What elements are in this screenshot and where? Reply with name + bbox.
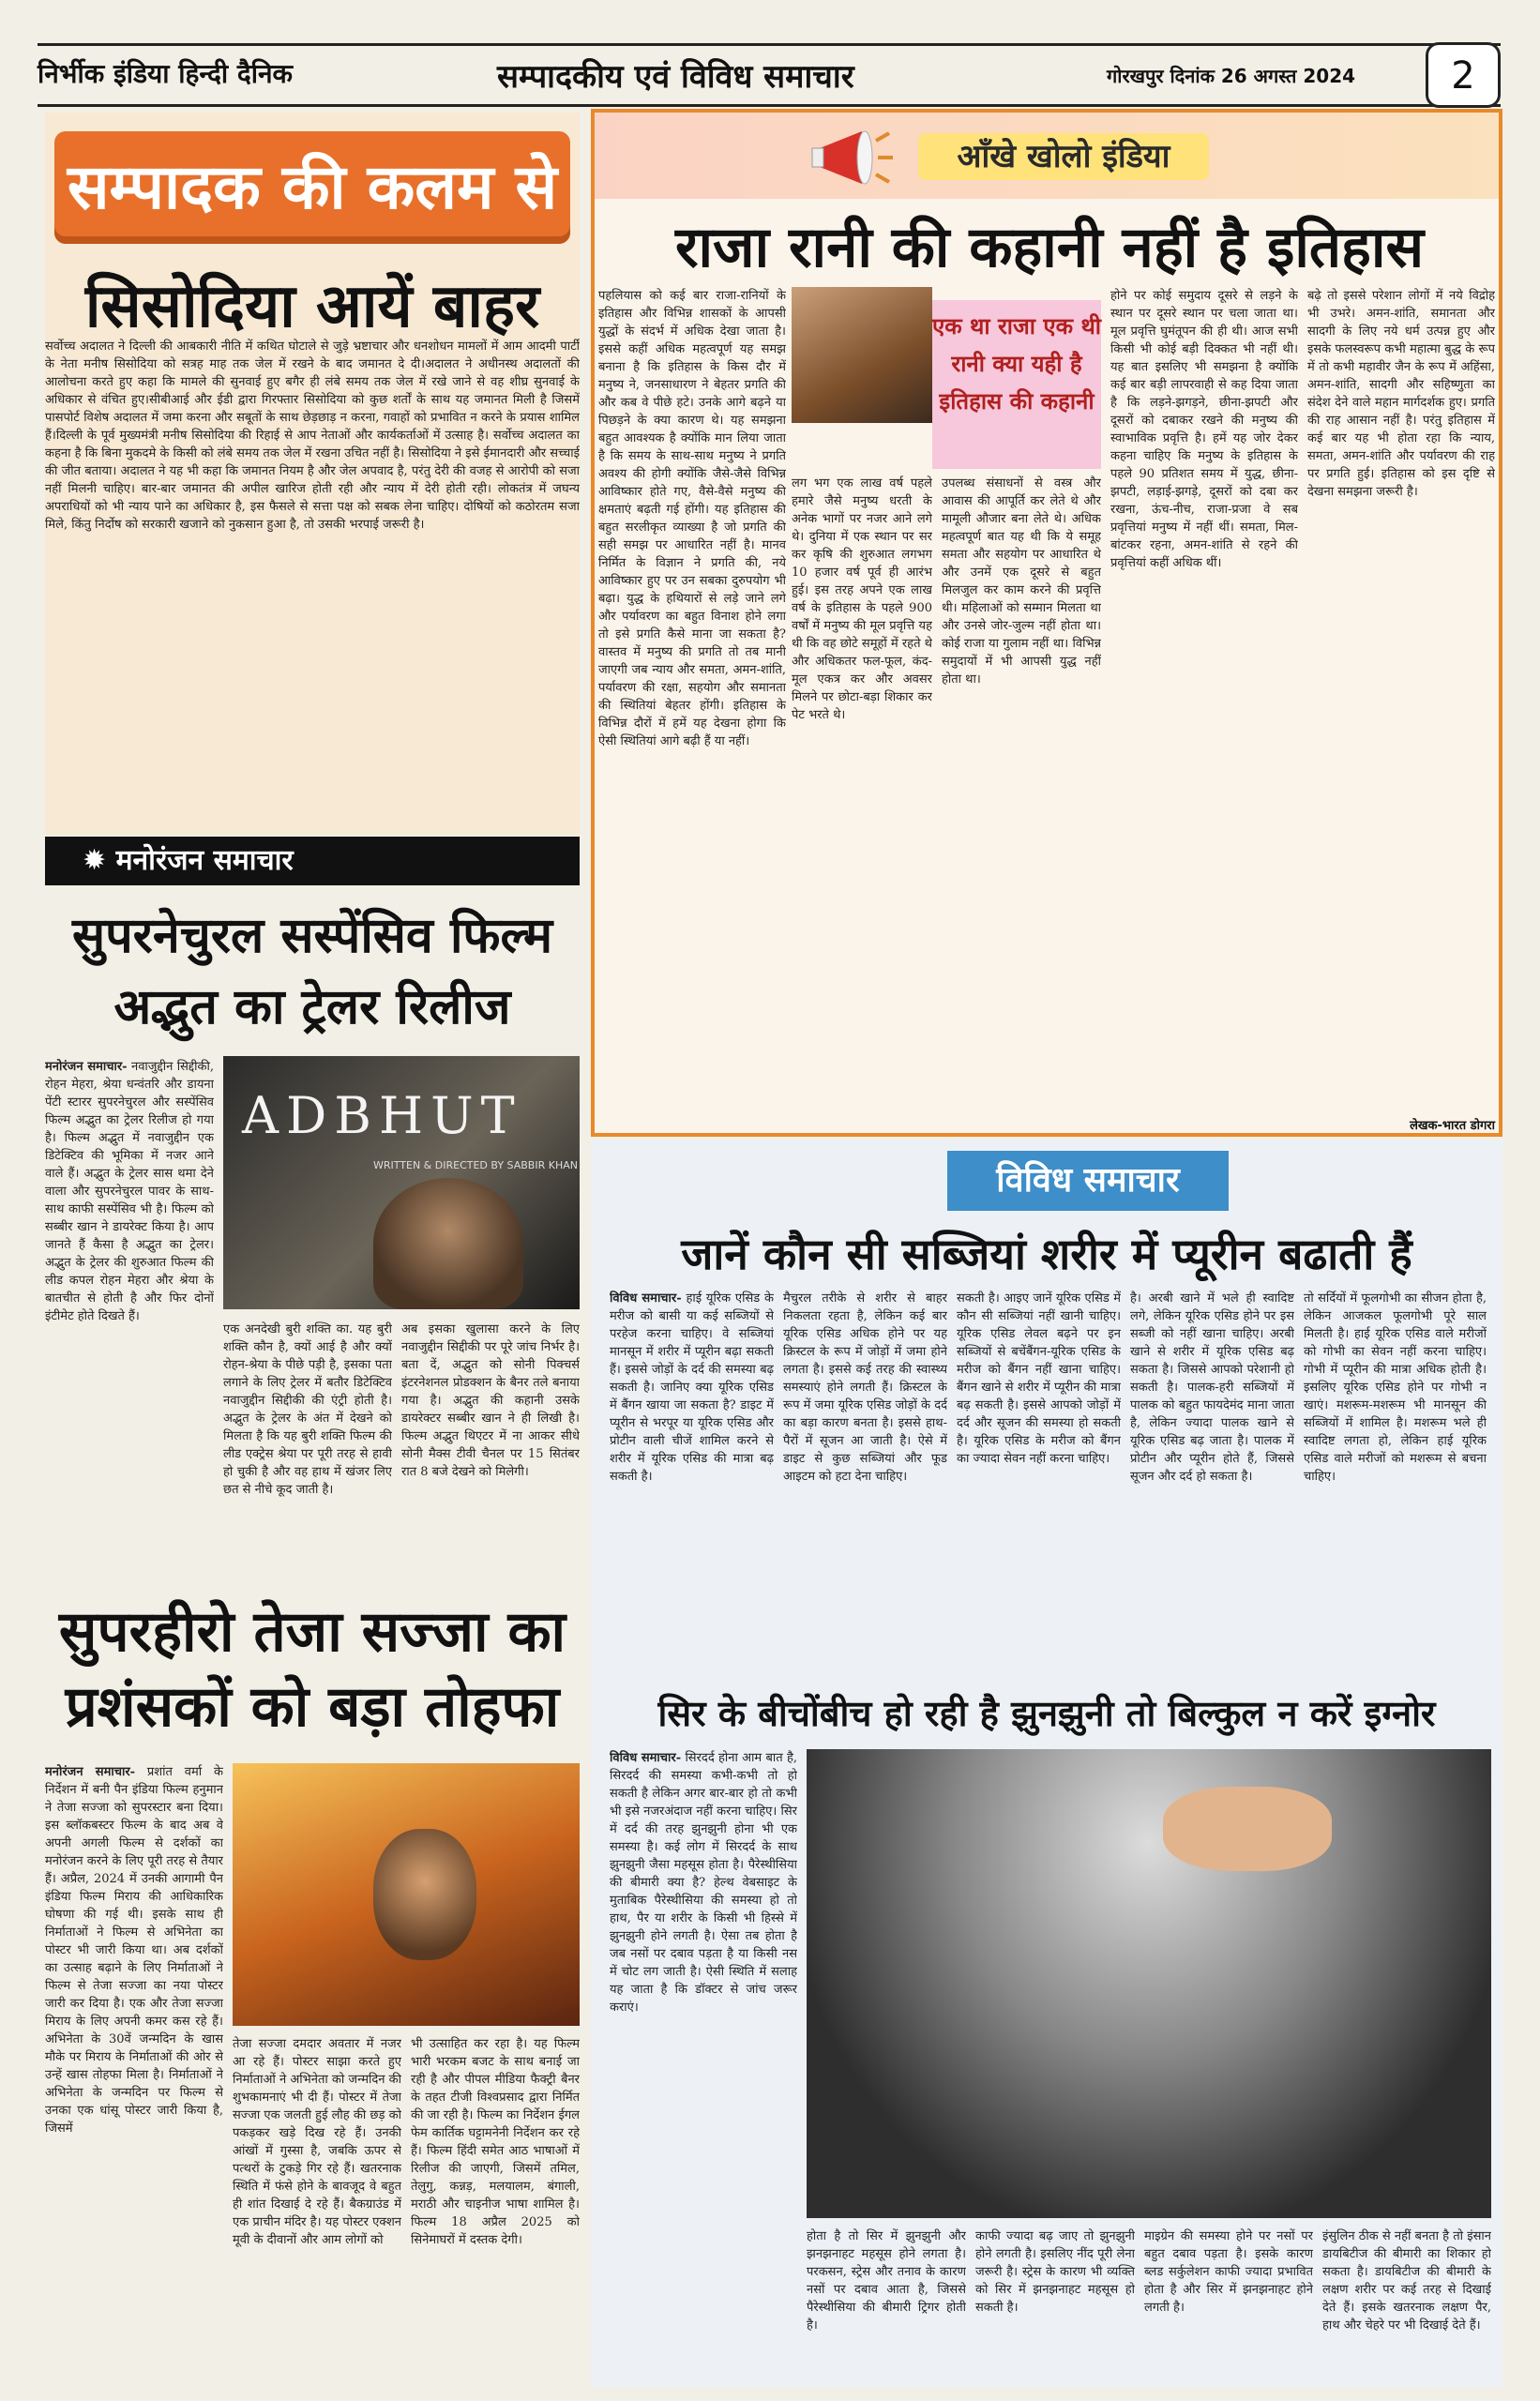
veg-column-1 [610,1290,774,1684]
hand-in-hair [1163,1787,1332,1871]
misc-news-banner: विविध समाचार [947,1151,1229,1211]
king-queen-painting-image [792,287,932,423]
actor-portrait [373,1178,523,1309]
misc-news-section [591,1140,1502,2387]
film2-column-1 [45,1763,223,2382]
opinion-label: आँखे खोलो इंडिया [918,133,1209,180]
tingle-column-4: माइग्रेन की समस्या होने पर नसों पर बहुत दबाव पड़ता है। इसके कारण ब्लड सर्कुलेशन काफी ज्यादा प्रभावित होता है और सिर में झनझनाहट होने लगती है। [1144,2229,1313,2315]
editorial-section [45,113,580,835]
veg-headline: जानें कौन सी सब्जियां शरीर में प्यूरीन बढाती हैं [681,1229,1412,1279]
adbhut-poster-image [223,1056,580,1309]
page-number: 2 [1426,42,1501,108]
dateline: गोरखपुर दिनांक 26 अगस्त 2024 [1107,65,1356,87]
opinion-header-bar [595,113,1499,199]
film1-column-3: अब इसका खुलासा करने के लिए नवाजुद्दीन सिद्दीकी पर पूरे जांच निर्भर है। बता दें, अद्भुत को सोनी पिक्चर्स इंटरनेशनल प्रोडक्शन के बैनर तले बनाया गया है। अद्भुत की कहानी उसके डायरेक्टर सब्बीर खान ने ही लिखी है। फिल्म अद्भुत थिएटर में ना आकर सीधे सोनी मैक्स टीवी चैनल पर 15 सितंबर रात 8 बजे देखने को मिलेगी। [401,1322,580,1479]
film1-headline: सुपरनेचुरल सस्पेंसिव फिल्म अद्भुत का ट्रेलर रिलीज [71,908,553,1035]
opinion-article [591,109,1502,1137]
entertainment-label: मनोरंजन समाचार [115,844,294,877]
opinion-author: लेखक-भारत डोगरा [1410,1119,1495,1133]
film1-column-1 [45,1058,214,1433]
poster-title: ADBHUT [242,1086,522,1145]
opinion-pullquote: एक था राजा एक थी रानी क्या यही है इतिहास की कहानी [932,300,1101,469]
tingle-column-5: इंसुलिन ठीक से नहीं बनता है तो इंसान डायबिटीज की बीमारी का शिकार हो सकता है। डायबिटीज की बीमारी के लक्षण शरीर पर कई तरह से दिखाई देते हैं। इसके खतरनाक लक्षण पैर, हाथ और चेहरे पर भी दिखाई देते हैं। [1322,2229,1491,2333]
tingle-column-3: काफी ज्यादा बढ़ जाए तो झुनझुनी होने लगती है। इसलिए नींद पूरी लेना जरूरी है। स्ट्रेस के कारण भी व्यक्ति को सिर में झनझनाहट महसूस हो सकती है। [975,2229,1135,2315]
opinion-column-1: पहलियास को कई बार राजा-रानियों के इतिहास और विभिन्न शासकों के आपसी युद्धों के संदर्भ में अधिक देखा जाता है। इससे कहीं अधिक महत्वपूर्ण यह समझ बनाना है कि इतिहास के किस दौर में मनुष्य ने, जनसाधारण ने बेहतर प्रगति की और कब वे पीछे हटे। उनके आगे बढ़ने या पिछड़ने के क्या कारण थे। यह समझना बहुत आवश्यक है क्योंकि मान लिया जाता है कि समय के साथ-साथ मनुष्य ने प्रगति अवश्य की होगी क्योंकि जैसे-जैसे विभिन्न आविष्कार होते गए, वैसे-वैसे मनुष्य की क्षमताएं बढ़ती गई होंगी। यह इतिहास की बहुत सरलीकृत व्याख्या है जो प्रगति की सही समझ पर आधारित नहीं है। मानव निर्मित के विज्ञान ने प्रगति की, नये आविष्कार हुए पर उन सबका दुरुपयोग भी बढ़ा। युद्ध के हथियारों से लड़े जाने लगे और पर्यावरण का बहुत विनाश होने लगा तो इसे प्रगति कैसे माना जा सकता है? वास्तव में मनुष्य की प्रगति तो तब मानी जाएगी जब न्याय और समता, अमन-शांति, पर्यावरण की रक्षा, सहयोग और समानता की स्थितियां बेहतर होंगी। इतिहास के विभिन्न दौरों में हमें यह देखना होगा कि ऐसी स्थितियां आगे बढ़ी हैं या नहीं। [598,289,786,748]
teja-sajja-poster-image [233,1763,580,2026]
paper-name: निर्भीक इंडिया हिन्दी दैनिक [38,58,294,89]
film2-col1-text: प्रशांत वर्मा के निर्देशन में बनी पैन इंडिया फिल्म हनुमान ने तेजा सज्जा को सुपरस्टार बना दिया। इस ब्लॉकबस्टर फिल्म के बाद अब वे अपनी अगली फिल्म से दर्शकों का मनोरंजन करने के लिए पूरी तरह से तैयार हैं। अप्रैल, 2024 में उनकी आगामी पैन इंडिया फिल्म मिराय की आधिकारिक घोषणा की गई थी। इसके साथ ही निर्माताओं ने फिल्म से अभिनेता का पोस्टर भी जारी किया था। अब दर्शकों का उत्साह बढ़ाने के लिए निर्माताओं ने फिल्म से तेजा सज्जा का नया पोस्टर जारी कर दिया है। एक और तेजा सज्जा मिराय के लिए अपनी कमर कस रहे हैं। अभिनेता के 30वें जन्मदिन के खास मौके पर मिराय के निर्माताओं की ओर से उन्हें खास तोहफा मिला है। निर्माताओं ने अभिनेता के जन्मदिन पर फिल्म से उनका एक धांसू पोस्टर जारी किया है, जिसमें [45,1765,223,2136]
opinion-column-4: होने पर कोई समुदाय दूसरे से लड़ने के स्थान पर दूसरे स्थान पर चला जाता था। मूल प्रवृत्ति घुमंतूपन की ही थी। आज सभी किसी भी कोई बड़ी दिक्कत भी नहीं थी। यह बात इसलिए भी समझना है क्योंकि कई बार बड़ी लापरवाही से कह दिया जाता है कि लड़ने-झगड़ने, छीना-झपटी और दूसरों को दबाकर रखने की मनुष्य की स्वाभाविक प्रवृत्ति है। हमें यह जोर देकर कहना चाहिए कि मनुष्य के इतिहास के पहले 90 प्रतिशत समय में युद्ध, छीना-झपटी, लड़ाई-झगड़े, दूसरों को दबा कर रखना, ऊंच-नीच, राजा-प्रजा वे सब प्रवृत्तियां मनुष्य में नहीं थीं। समता, मिल-बांटकर रहना, अमन-शांति से रहने की प्रवृत्तियां कहीं अधिक थीं। [1110,289,1298,570]
editorial-headline: सिसोदिया आयें बाहर [84,272,540,341]
film2-column-3: भी उत्साहित कर रहा है। यह फिल्म भारी भरकम बजट के साथ बनाई जा रही है और पीपल मीडिया फैक्ट्री बैनर के तहत टीजी विश्वप्रसाद द्वारा निर्मित की जा रही है। फिल्म का निर्देशन ईगल फेम कार्तिक घट्टामनेनी निर्देशन कर रहे हैं। फिल्म हिंदी समेत आठ भाषाओं में रिलीज की जाएगी, जिसमें तमिल, तेलुगु, कन्नड़, मलयालम, बंगाली, मराठी और चाइनीज भाषा शामिल है। फिल्म 18 अप्रैल 2025 को सिनेमाघरों में दस्तक देगी। [411,2037,580,2247]
hair-scalp-photo [807,1749,1491,2218]
opinion-column-5: बढ़े तो इससे परेशान लोगों में नये विद्रोह भी उभरे। अमन-शांति, समानता और सादगी के लिए नये धर्म उत्पन्न हुए और इसके फलस्वरूप कभी महात्मा बुद्ध के रूप में तो कभी महावीर जैन के रूप में अहिंसा, अमन-शांति, सादगी और सहिष्णुता का संदेश देने वाले महान मार्गदर्शक हुए। प्रगति की राह आसान नहीं है। परंतु इतिहास में कई बार यह भी होता रहा कि न्याय, समता, अमन-शांति और पर्यावरण की राह पर प्रगति हुई। इतिहास को इस दृष्टि से देखना समझना जरूरी है। [1307,289,1495,499]
masthead [38,43,1501,107]
veg-column-5: तो सर्दियों में फूलगोभी का सीजन होता है, लेकिन आजकल फूलगोभी पूरे साल मिलती है। हाई यूरिक एसिड वाले मरीजों को गोभी का सेवन नहीं करना चाहिए। गोभी में प्यूरीन की मात्रा अधिक होती है। इसलिए यूरिक एसिड होने पर गोभी न खाएं। मशरूम-मशरूम भी मानसून की सब्जियों में शामिल है। मशरूम भले ही स्वादिष्ट लगता हो, लेकिन हाई यूरिक एसिड वाले मरीजों को मशरूम से बचना चाहिए। [1304,1291,1487,1484]
poster-credit: WRITTEN & DIRECTED BY SABBIR KHAN [373,1159,578,1171]
film1-column-2: एक अनदेखी बुरी शक्ति का. यह बुरी शक्ति कौन है, क्यों आई है और क्यों रोहन-श्रेया के पीछे पड़ी है, इसका पता लगाने के लिए ट्रेलर में बतौर डिटेक्टिव नवाजुद्दीन सिद्दीकी की एंट्री होती है। अद्भुत के ट्रेलर के अंत में देखने को मिलता है कि यह बुरी शक्ति फिल्म की लीड एक्ट्रेस श्रेया पर पूरी तरह से हावी हो चुकी है और वह हाथ में खंजर लिए छत से नीचे कूद जाती है। [223,1322,392,1497]
opinion-headline: राजा रानी की कहानी नहीं है इतिहास [674,215,1425,280]
veg-byline: विविध समाचार- [610,1291,682,1306]
tingle-headline: सिर के बीचोंबीच हो रही है झुनझुनी तो बिल्कुल न करें इग्नोर [657,1693,1436,1734]
film2-headline: सुपरहीरो तेजा सज्जा का प्रशंसकों को बड़ा तोहफा [58,1599,566,1740]
opinion-column-3: उपलब्ध संसाधनों से वस्त्र और आवास की आपूर्ति कर लेते थे और मामूली औजार बना लेते थे। अधिक महत्वपूर्ण बात यह थी कि ये समूह समता और सहयोग पर आधारित थे और उनमें एक दूसरे से बहुत मिलजुल कर काम करने की प्रवृत्ति थी। महिलाओं को सम्मान मिलता था और उनसे जोर-जुल्म नहीं होता था। कोई राजा या गुलाम नहीं था। विभिन्न समुदायों में भी आपसी युद्ध नहीं होता था। [942,476,1101,687]
tingle-column-1 [610,1749,797,2368]
film1-col1-text: नवाजुद्दीन सिद्दीकी, रोहन मेहरा, श्रेया धन्वंतरि और डायना पेंटी स्टारर सुपरनेचुरल और सस्पेंसिव फिल्म अद्भुत का ट्रेलर रिलीज हो गया है। फिल्म अद्भुत में नवाजुद्दीन एक डिटेक्टिव की भूमिका में नजर आने वाले हैं। अद्भुत के ट्रेलर सास थमा देने वाला और सुपरनेचुरल पावर के साथ-साथ काफी सस्पेंसिव भी है। फिल्म को सब्बीर खान ने डायरेक्ट किया है। आप जानते हैं कैसा है अद्भुत का ट्रेलर। अद्भुत के ट्रेलर की शुरुआत फिल्म की लीड कपल रोहन मेहरा और श्रेया के बातचीत से होती है और फिर दोनों इंटीमेट होते दिखते हैं। [45,1060,214,1323]
megaphone-icon [810,128,895,188]
film2-byline: मनोरंजन समाचार- [45,1765,136,1779]
editorial-body: सर्वोच्च अदालत ने दिल्ली की आबकारी नीति में कथित घोटाले से जुड़े भ्रष्टाचार और धनशोधन मामलों में आम आदमी पार्टी के नेता मनीष सिसोदिया को सत्रह माह तक जेल में रखने के बाद जमानत दे दी।अदालत ने अधीनस्थ अदालतों की आलोचना करते हुए कहा कि मामले की सुनवाई हुए बगैर ही लंबे समय तक जेल में रखे जाने से वह शीघ्र सुनवाई के अधिकार से वंचित हुए।सीबीआई और ईडी द्वारा गिरफ्तार सिसोदिया को कुछ शर्तों के साथ यह जमानत मिली है जिसमें पासपोर्ट विशेष अदालत में जमा करना और सबूतों के साथ छेड़छाड़ न करना, गवाहों को प्रभावित न करने के प्रयास शामिल हैं।दिल्ली के पूर्व मुख्यमंत्री मनीष सिसोदिया की रिहाई से आप नेताओं और कार्यकर्ताओं में उत्साह है। सर्वोच्च अदालत का कहना है कि बिना मुकदमे के किसी को लंबे समय तक जेल में रखना उचित नहीं है। सिसोदिया ने इसे ईमानदारी और सच्चाई की जीत बताया। अदालत ने यह भी कहा कि जमानत नियम है और जेल अपवाद है, परंतु देरी की वजह से आरोपी को सजा नहीं मिलनी चाहिए। बार-बार जमानत की अपील खारिज होती रही और न्याय में देरी होती रही। लोकतंत्र में जघन्य अपराधियों को भी न्याय पाने का अधिकार है, इस फैसले से सत्ता पक्ष को सबक लेना चाहिए। दोषियों को कठोरतम सजा मिले, किंतु निर्दोष को सरकारी खजाने को नुकसान हुआ है, तो उसकी भरपाई जरूरी है। [45,340,580,532]
editorial-banner: सम्पादक की कलम से [54,131,570,244]
tingle-byline: विविध समाचार- [610,1751,682,1765]
veg-col1-text: हाई यूरिक एसिड के मरीज को बासी या कई सब्जियों से परहेज करना चाहिए। वे सब्जियां मानसून में शरीर में प्यूरीन बढ़ा सकती हैं। इससे जोड़ों के दर्द की समस्या बढ़ सकती है। जानिए क्या यूरिक एसिड में बैंगन खाया जा सकता है? डाइट में प्यूरीन से भरपूर या यूरिक एसिड और प्रोटीन वाली चीजें शामिल करने से शरीर में यूरिक एसिड की मात्रा बढ़ सकती है। [610,1291,774,1484]
veg-column-2: मैचुरल तरीके से शरीर से बाहर निकलता रहता है, लेकिन कई बार यूरिक एसिड अधिक होने पर यह क्रिस्टल के रूप में जोड़ों में जमा होने लगता है। इससे कई तरह की स्वास्थ्य समस्याएं होने लगती हैं। क्रिस्टल के रूप में जमा यूरिक एसिड जोड़ों के दर्द का बड़ा कारण बनता है। इससे हाथ-पैरों में सूजन आ जाती है। ऐसे में डाइट से कुछ सब्जियां और फूड आइटम को हटा देना चाहिए। [783,1291,947,1484]
star-icon: ✹ [83,844,116,877]
tingle-col1-text: सिरदर्द होना आम बात है, सिरदर्द की समस्या कभी-कभी तो हो सकती है लेकिन अगर बार-बार हो तो कभी भी इसे नजरअंदाज नहीं करना चाहिए। सिर में दर्द की तरह झुनझुनी होना भी एक समस्या है। कई लोग में सिरदर्द के साथ झुनझुनी जैसा महसूस होता है। पैरेस्थीसिया की बीमारी क्या है? हेल्थ वेबसाइट के मुताबिक पैरेस्थीसिया की समस्या हो तो हाथ, पैर या शरीर के किसी भी हिस्से में झुनझुनी होने लगती है। ऐसा तब होता है जब नसों पर दबाव पड़ता है या किसी नस में चोट लग जाती है। ऐसी स्थिति में सलाह यह जाता है कि डॉक्टर से जांच जरूर कराएं। [610,1751,797,2015]
film2-column-2: तेजा सज्जा दमदार अवतार में नजर आ रहे हैं। पोस्टर साझा करते हुए निर्माताओं ने अभिनेता को जन्मदिन की शुभकामनाएं भी दी हैं। पोस्टर में तेजा सज्जा एक जलती हुई लौह की छड़ को पकड़कर खड़े दिख रहे हैं। उनकी आंखों में गुस्सा है, जबकि ऊपर से पत्थरों के टुकड़े गिर रहे हैं। खतरनाक स्थिति में फंसे होने के बावजूद वे बहुत ही शांत दिखाई दे रहे हैं। बैकग्राउंड में एक प्राचीन मंदिर है। यह पोस्टर एक्शन मूवी के दीवानों और आम लोगों को [233,2037,401,2247]
film1-byline: मनोरंजन समाचार- [45,1060,128,1074]
veg-column-3: सकती है। आइए जानें यूरिक एसिड में कौन सी सब्जियां नहीं खानी चाहिए। यूरिक एसिड लेवल बढ़ने पर इन सब्जियों से बचेंबैंगन-यूरिक एसिड के मरीज को बैंगन नहीं खाना चाहिए। बैंगन खाने से शरीर में प्यूरीन की मात्रा बढ़ सकती है। इससे आपको जोड़ों में दर्द और सूजन की समस्या हो सकती है। यूरिक एसिड के मरीज को बैंगन का ज्यादा सेवन नहीं करना चाहिए। [957,1291,1121,1466]
section-title: सम्पादकीय एवं विविध समाचार [497,58,854,96]
veg-column-4: है। अरबी खाने में भले ही स्वादिष्ट लगे, लेकिन यूरिक एसिड होने पर इस सब्जी को नहीं खाना चाहिए। अरबी खाने से शरीर में यूरिक एसिड बढ़ सकता है। जिससे आपको परेशानी हो सकती है। पालक-हरी सब्जियों में पालक को बहुत फायदेमंद माना जाता है, लेकिन ज्यादा पालक खाने से यूरिक एसिड बढ़ जाता है। पालक में प्रोटीन और प्यूरीन होते हैं, जिससे सूजन और दर्द हो सकता है। [1130,1291,1294,1484]
entertainment-section-label [45,837,580,885]
opinion-column-2: लग भग एक लाख वर्ष पहले हमारे जैसे मनुष्य धरती के अनेक भागों पर नजर आने लगे थे। दुनिया में एक स्थान पर सर कर कृषि की शुरुआत लगभग 10 हजार वर्ष पूर्व ही आरंभ हुई। इस तरह अपने एक लाख वर्ष के इतिहास के पहले 900 वर्षों में मनुष्य की मूल प्रवृत्ति यह थी कि वह छोटे समूहों में रहते थे और अधिकतर फल-फूल, कंद-मूल एकत्र कर और अवसर मिलने पर छोटा-बड़ा शिकार कर पेट भरते थे। [792,476,932,722]
actor-portrait [373,1829,476,1960]
tingle-column-2: होता है तो सिर में झुनझुनी और झनझनाहट महसूस होने लगता है। परकसन, स्ट्रेस और तनाव के कारण नसों पर दबाव आता है, जिससे पैरेस्थीसिया की बीमारी ट्रिगर होती है। [807,2229,966,2333]
